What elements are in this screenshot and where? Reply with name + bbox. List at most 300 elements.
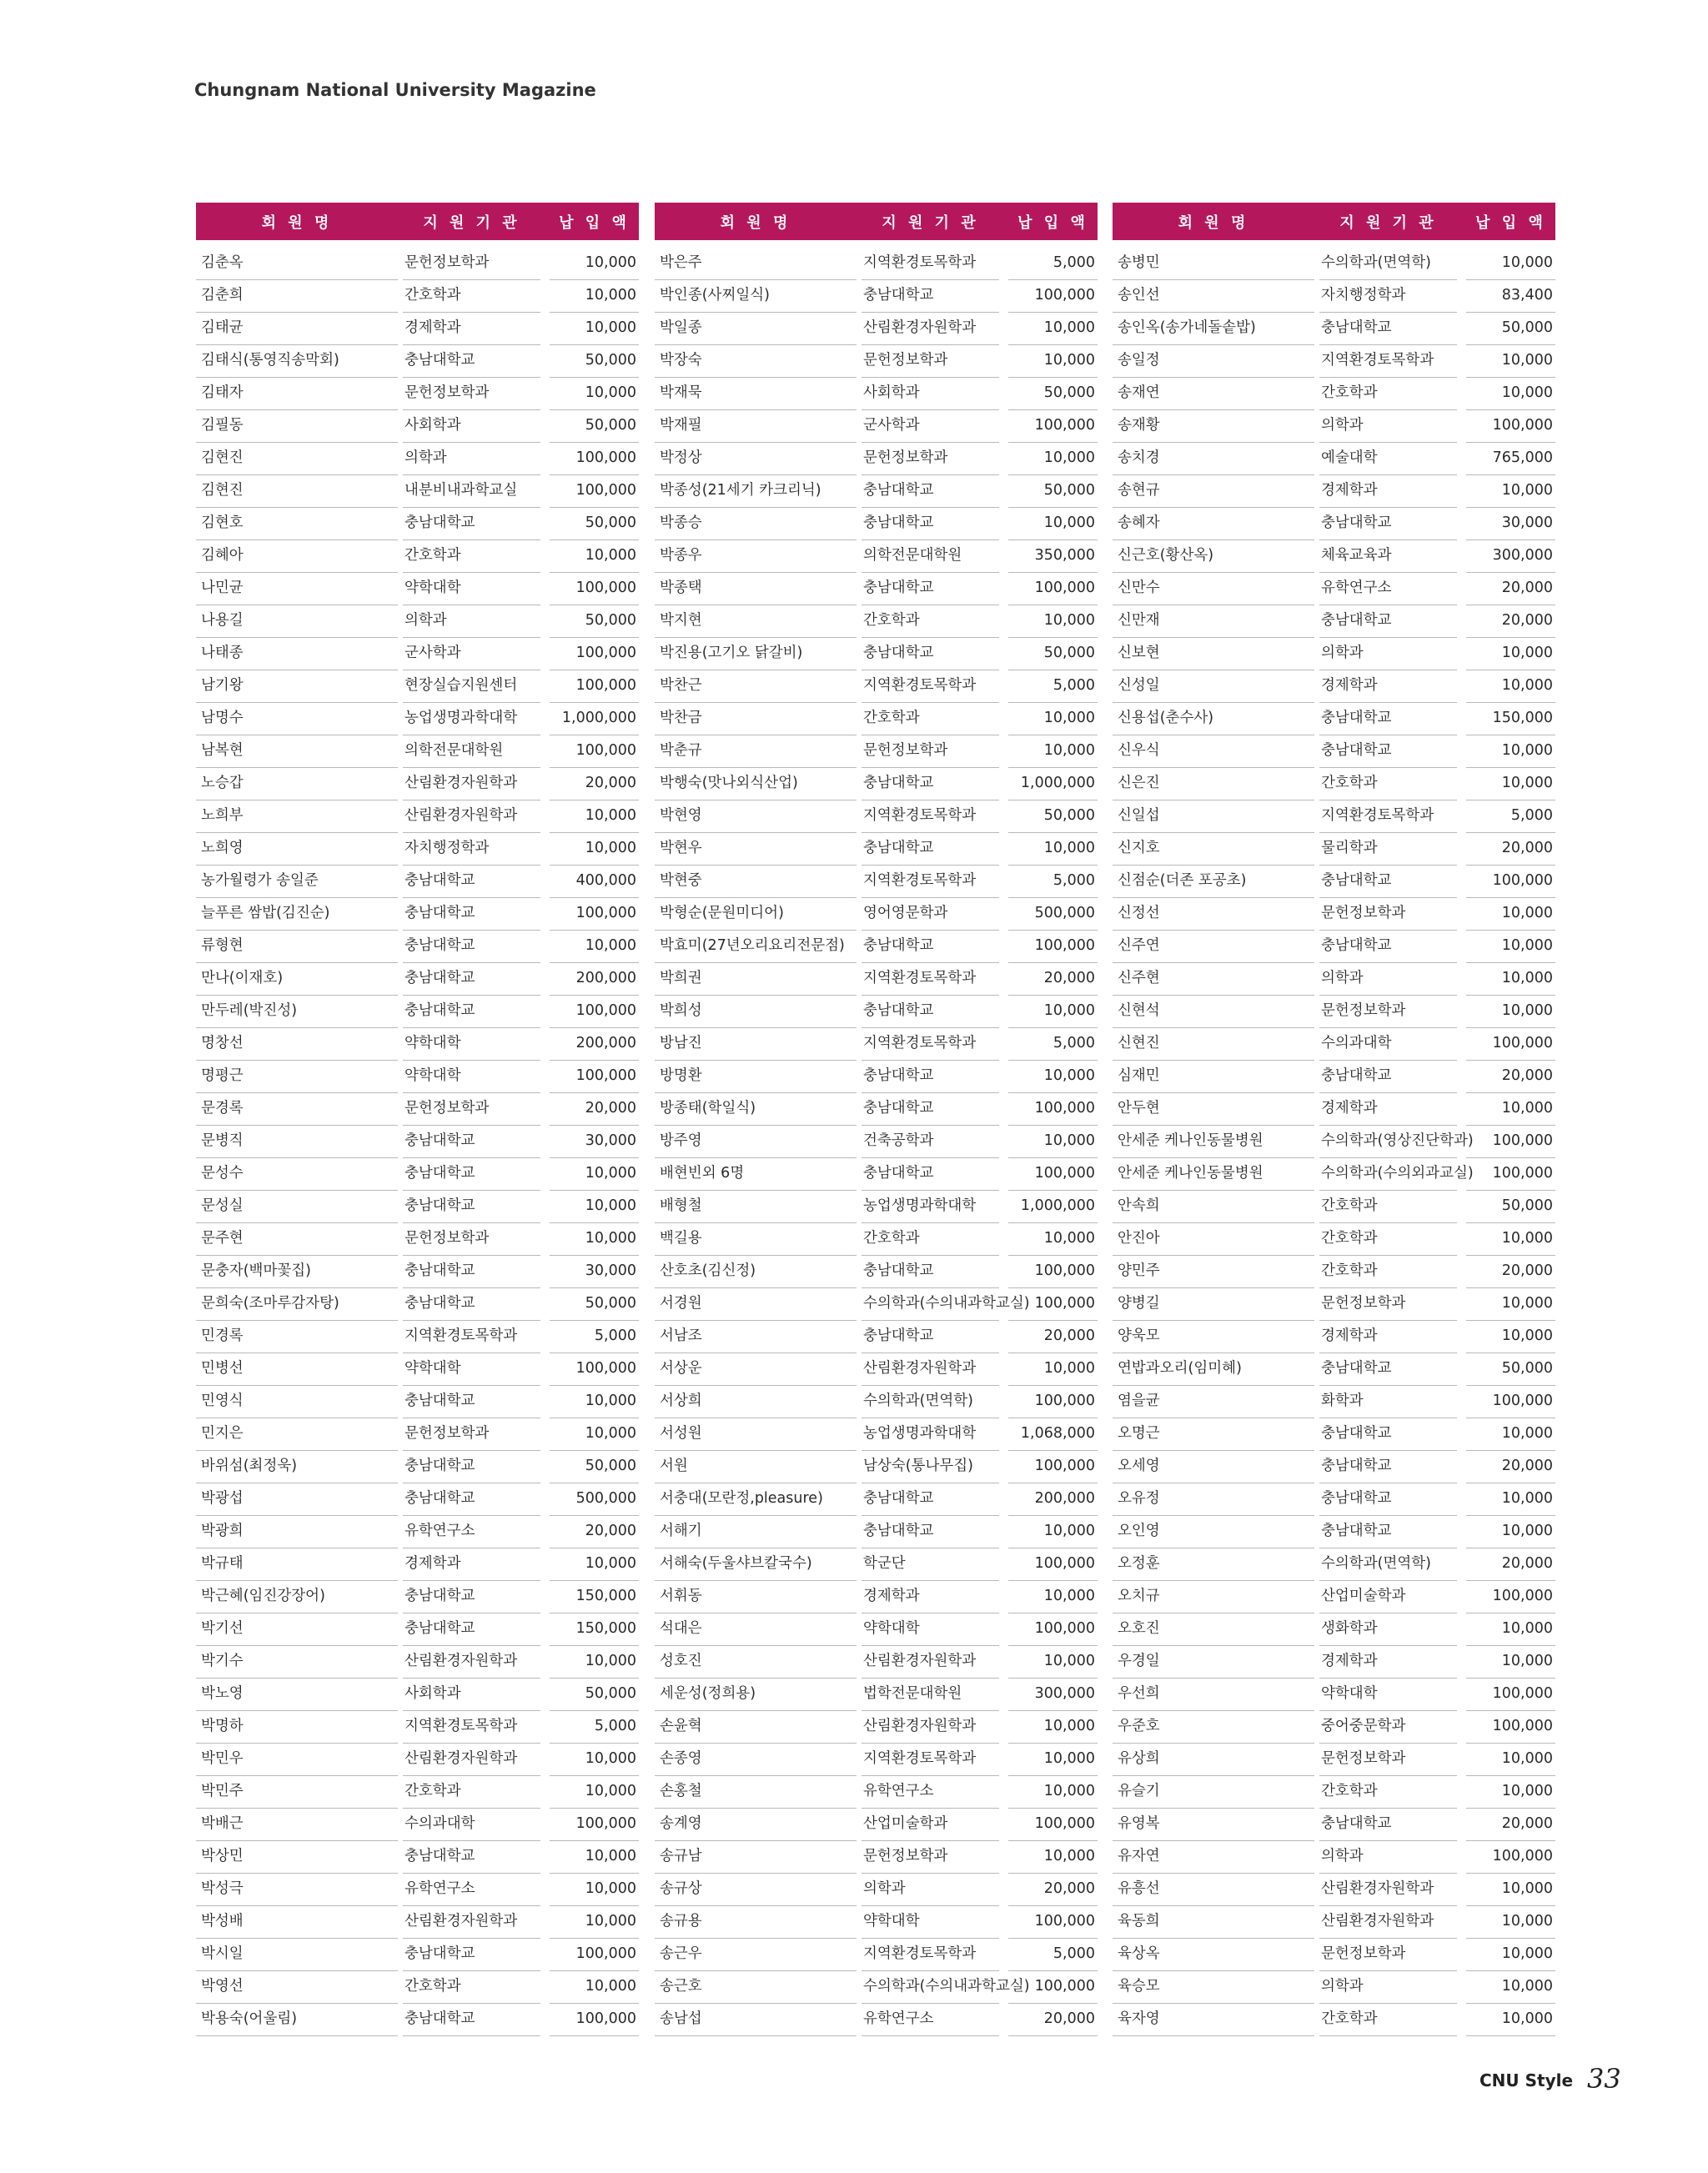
payment-amount: 50,000: [1466, 313, 1555, 345]
payment-amount: 20,000: [1008, 1321, 1098, 1353]
table-row: [196, 1223, 639, 1256]
donor-name: 문성실: [196, 1191, 398, 1223]
payment-amount: 100,000: [1466, 1386, 1555, 1418]
support-org: 경제학과: [1319, 1646, 1457, 1679]
support-org: 의학과: [1319, 1971, 1457, 2004]
table-row: [196, 1906, 639, 1939]
table-row: [1113, 1906, 1555, 1939]
support-org: 농업생명과학대학: [862, 1418, 999, 1451]
table-row: [655, 410, 1098, 443]
payment-amount: 10,000: [1008, 1711, 1098, 1744]
support-org: 수의학과(면역학): [1319, 248, 1457, 280]
donor-name: 송계영: [655, 1809, 857, 1841]
donor-name: 박현중: [655, 866, 857, 898]
support-org: 경제학과: [1319, 1321, 1457, 1353]
donor-name: 오정훈: [1113, 1548, 1314, 1581]
support-org: 충남대학교: [1319, 1483, 1457, 1516]
support-org: 충남대학교: [403, 1939, 540, 1971]
payment-amount: 10,000: [550, 1223, 639, 1256]
header-org: 지 원 기 관: [1339, 213, 1437, 232]
payment-amount: 10,000: [1466, 1646, 1555, 1679]
payment-amount: 20,000: [1466, 833, 1555, 866]
support-org: 충남대학교: [862, 768, 999, 800]
payment-amount: 10,000: [1008, 1223, 1098, 1256]
payment-amount: 300,000: [1008, 1679, 1098, 1711]
donor-name: 안세준 케나인동물병원: [1113, 1126, 1314, 1158]
support-org: 유학연구소: [403, 1874, 540, 1906]
donor-name: 신성일: [1113, 670, 1314, 703]
donor-name: 배현빈외 6명: [655, 1158, 857, 1191]
table-row: [196, 475, 639, 508]
donor-name: 손종영: [655, 1744, 857, 1776]
donor-name: 박배근: [196, 1809, 398, 1841]
table-row: [1113, 1939, 1555, 1971]
payment-amount: 50,000: [1008, 475, 1098, 508]
table-row: [196, 638, 639, 670]
donor-name: 신주현: [1113, 963, 1314, 996]
table-row: [196, 1028, 639, 1061]
table-row: [655, 735, 1098, 768]
table-row: [655, 1939, 1098, 1971]
donor-name: 육상옥: [1113, 1939, 1314, 1971]
support-org: 충남대학교: [403, 931, 540, 963]
table-row: [1113, 1223, 1555, 1256]
table-row: [655, 833, 1098, 866]
support-org: 지역환경토목학과: [862, 866, 999, 898]
table-row: [196, 248, 639, 280]
support-org: 충남대학교: [403, 1126, 540, 1158]
payment-amount: 100,000: [550, 2004, 639, 2036]
table-row: [655, 800, 1098, 833]
payment-amount: 10,000: [550, 1158, 639, 1191]
payment-amount: 10,000: [1466, 475, 1555, 508]
table-row: [1113, 1288, 1555, 1321]
support-org: 중어중문학과: [1319, 1711, 1457, 1744]
table-row: [196, 410, 639, 443]
donor-name: 방종태(학일식): [655, 1093, 857, 1126]
donor-name: 박용숙(어울림): [196, 2004, 398, 2036]
table-row: [1113, 475, 1555, 508]
donor-name: 서상희: [655, 1386, 857, 1418]
payment-amount: 10,000: [1466, 1288, 1555, 1321]
donor-name: 나민균: [196, 573, 398, 605]
table-row: [1113, 1971, 1555, 2004]
support-org: 유학연구소: [862, 2004, 999, 2036]
table-row: [1113, 378, 1555, 410]
support-org: 지역환경토목학과: [1319, 800, 1457, 833]
donor-name: 박현우: [655, 833, 857, 866]
donor-name: 늘푸른 쌈밥(김진순): [196, 898, 398, 931]
table-row: [655, 1516, 1098, 1548]
donor-name: 바위섬(최정욱): [196, 1451, 398, 1483]
table-row: [1113, 1581, 1555, 1613]
support-org: 경제학과: [1319, 475, 1457, 508]
table-row: [1113, 1841, 1555, 1874]
payment-amount: 10,000: [1466, 1613, 1555, 1646]
table-row: [655, 1483, 1098, 1516]
donor-name: 유영복: [1113, 1809, 1314, 1841]
support-org: 화학과: [1319, 1386, 1457, 1418]
donor-name: 우선희: [1113, 1679, 1314, 1711]
payment-amount: 5,000: [1008, 866, 1098, 898]
support-org: 충남대학교: [403, 2004, 540, 2036]
table-row: [655, 1061, 1098, 1093]
support-org: 충남대학교: [403, 898, 540, 931]
payment-amount: 10,000: [1466, 1874, 1555, 1906]
donor-name: 송현규: [1113, 475, 1314, 508]
table-row: [655, 1581, 1098, 1613]
support-org: 수의과대학: [403, 1809, 540, 1841]
table-row: [655, 1744, 1098, 1776]
support-org: 충남대학교: [1319, 703, 1457, 735]
support-org: 충남대학교: [862, 638, 999, 670]
support-org: 충남대학교: [862, 1158, 999, 1191]
support-org: 간호학과: [1319, 2004, 1457, 2036]
support-org: 자치행정학과: [1319, 280, 1457, 313]
header-name: 회 원 명: [1178, 213, 1249, 232]
support-org: 간호학과: [403, 540, 540, 573]
table-row: [196, 540, 639, 573]
support-org: 의학과: [403, 605, 540, 638]
payment-amount: 10,000: [1466, 1776, 1555, 1809]
donor-name: 신주연: [1113, 931, 1314, 963]
payment-amount: 10,000: [550, 1191, 639, 1223]
donor-name: 송규남: [655, 1841, 857, 1874]
payment-amount: 10,000: [1008, 996, 1098, 1028]
donor-name: 김현호: [196, 508, 398, 540]
donor-name: 우준호: [1113, 1711, 1314, 1744]
payment-amount: 200,000: [550, 1028, 639, 1061]
support-org: 충남대학교: [403, 1451, 540, 1483]
payment-amount: 765,000: [1466, 443, 1555, 475]
payment-amount: 50,000: [550, 1679, 639, 1711]
table-row: [196, 833, 639, 866]
table-row: [196, 898, 639, 931]
table-row: [1113, 1646, 1555, 1679]
payment-amount: 10,000: [1466, 768, 1555, 800]
table-row: [1113, 1353, 1555, 1386]
support-org: 문헌정보학과: [403, 378, 540, 410]
donor-name: 박노영: [196, 1679, 398, 1711]
payment-amount: 10,000: [1466, 931, 1555, 963]
payment-amount: 100,000: [1008, 1548, 1098, 1581]
payment-amount: 50,000: [550, 1288, 639, 1321]
donor-name: 세운성(정희용): [655, 1679, 857, 1711]
page-number: 33: [1587, 2063, 1621, 2095]
donor-name: 명평근: [196, 1061, 398, 1093]
donor-name: 박인종(사찌일식): [655, 280, 857, 313]
table-row: [1113, 931, 1555, 963]
donor-name: 육승모: [1113, 1971, 1314, 2004]
payment-amount: 100,000: [1008, 280, 1098, 313]
payment-amount: 5,000: [550, 1321, 639, 1353]
payment-amount: 30,000: [550, 1126, 639, 1158]
payment-amount: 50,000: [550, 605, 639, 638]
support-org: 충남대학교: [862, 1061, 999, 1093]
table-rows: [655, 248, 1098, 2036]
payment-amount: 150,000: [1466, 703, 1555, 735]
donor-name: 박현영: [655, 800, 857, 833]
support-org: 충남대학교: [1319, 1061, 1457, 1093]
support-org: 간호학과: [403, 1776, 540, 1809]
donor-name: 육동희: [1113, 1906, 1314, 1939]
payment-amount: 100,000: [550, 670, 639, 703]
payment-amount: 5,000: [1008, 1028, 1098, 1061]
payment-amount: 20,000: [1466, 1061, 1555, 1093]
payment-amount: 100,000: [550, 996, 639, 1028]
support-org: 간호학과: [862, 703, 999, 735]
table-row: [1113, 768, 1555, 800]
payment-amount: 10,000: [1466, 248, 1555, 280]
table-row: [655, 1353, 1098, 1386]
table-row: [655, 1028, 1098, 1061]
payment-amount: 10,000: [1466, 1223, 1555, 1256]
support-org: 사회학과: [403, 1679, 540, 1711]
payment-amount: 100,000: [1466, 1679, 1555, 1711]
donor-name: 박형순(문원미디어): [655, 898, 857, 931]
donor-name: 신현진: [1113, 1028, 1314, 1061]
donor-name: 서충대(모란정,pleasure): [655, 1483, 857, 1516]
support-org: 충남대학교: [1319, 1418, 1457, 1451]
donor-name: 서휘동: [655, 1581, 857, 1613]
payment-amount: 50,000: [1008, 378, 1098, 410]
table-row: [1113, 703, 1555, 735]
support-org: 학군단: [862, 1548, 999, 1581]
support-org: 충남대학교: [403, 1581, 540, 1613]
table-row: [196, 1321, 639, 1353]
donor-name: 오유정: [1113, 1483, 1314, 1516]
table-row: [1113, 1386, 1555, 1418]
payment-amount: 10,000: [1466, 1516, 1555, 1548]
donor-name: 송재연: [1113, 378, 1314, 410]
payment-amount: 100,000: [1008, 410, 1098, 443]
table-row: [196, 1874, 639, 1906]
donor-name: 박종성(21세기 카크리닉): [655, 475, 857, 508]
donor-name: 산호초(김신정): [655, 1256, 857, 1288]
donor-name: 배형철: [655, 1191, 857, 1223]
payment-amount: 100,000: [550, 1939, 639, 1971]
table-row: [1113, 1451, 1555, 1483]
table-row: [655, 1906, 1098, 1939]
payment-amount: 100,000: [1466, 1028, 1555, 1061]
support-org: 충남대학교: [1319, 931, 1457, 963]
support-org: 문헌정보학과: [403, 1093, 540, 1126]
donor-name: 농가월령가 송일준: [196, 866, 398, 898]
donor-name: 박종승: [655, 508, 857, 540]
table-row: [655, 475, 1098, 508]
support-org: 충남대학교: [403, 1158, 540, 1191]
support-org: 충남대학교: [1319, 313, 1457, 345]
support-org: 농업생명과학대학: [403, 703, 540, 735]
donor-name: 송규용: [655, 1906, 857, 1939]
donor-name: 서해기: [655, 1516, 857, 1548]
support-org: 문헌정보학과: [1319, 898, 1457, 931]
donor-name: 서성원: [655, 1418, 857, 1451]
table-row: [196, 1939, 639, 1971]
payment-amount: 500,000: [1008, 898, 1098, 931]
support-org: 지역환경토목학과: [862, 670, 999, 703]
donor-name: 박행숙(맛나외식산업): [655, 768, 857, 800]
payment-amount: 10,000: [1008, 313, 1098, 345]
table-row: [655, 1223, 1098, 1256]
table-row: [1113, 1061, 1555, 1093]
donor-name: 박상민: [196, 1841, 398, 1874]
donor-name: 심재민: [1113, 1061, 1314, 1093]
donor-name: 신우식: [1113, 735, 1314, 768]
table-row: [1113, 280, 1555, 313]
table-row: [655, 670, 1098, 703]
support-org: 충남대학교: [862, 1093, 999, 1126]
table-row: [196, 1581, 639, 1613]
table-row: [1113, 1483, 1555, 1516]
donor-name: 박근혜(임진강장어): [196, 1581, 398, 1613]
table-row: [196, 1191, 639, 1223]
donor-name: 김태균: [196, 313, 398, 345]
payment-amount: 5,000: [1466, 800, 1555, 833]
support-org: 문헌정보학과: [1319, 996, 1457, 1028]
payment-amount: 200,000: [1008, 1483, 1098, 1516]
payment-amount: 100,000: [1008, 1093, 1098, 1126]
donor-name: 남기왕: [196, 670, 398, 703]
donor-name: 김태자: [196, 378, 398, 410]
payment-amount: 20,000: [1466, 1809, 1555, 1841]
support-org: 약학대학: [403, 1061, 540, 1093]
donor-name: 송남섭: [655, 2004, 857, 2036]
table-row: [196, 280, 639, 313]
donor-name: 박성배: [196, 1906, 398, 1939]
table-row: [655, 898, 1098, 931]
payment-amount: 20,000: [1466, 1451, 1555, 1483]
support-org: 지역환경토목학과: [862, 1744, 999, 1776]
table-row: [655, 866, 1098, 898]
table-row: [655, 1126, 1098, 1158]
payment-amount: 10,000: [550, 1386, 639, 1418]
support-org: 문헌정보학과: [1319, 1288, 1457, 1321]
payment-amount: 10,000: [1008, 1126, 1098, 1158]
support-org: 충남대학교: [1319, 866, 1457, 898]
table-row: [196, 443, 639, 475]
payment-amount: 100,000: [1466, 1158, 1555, 1191]
donor-name: 유자연: [1113, 1841, 1314, 1874]
support-org: 남상숙(통나무집): [862, 1451, 999, 1483]
donor-name: 박지현: [655, 605, 857, 638]
support-org: 충남대학교: [862, 280, 999, 313]
payment-amount: 10,000: [1466, 378, 1555, 410]
donor-name: 노희부: [196, 800, 398, 833]
table-row: [196, 1288, 639, 1321]
table-row: [1113, 605, 1555, 638]
support-org: 약학대학: [1319, 1679, 1457, 1711]
table-row: [655, 638, 1098, 670]
donor-name: 김춘옥: [196, 248, 398, 280]
donor-name: 양욱모: [1113, 1321, 1314, 1353]
support-org: 문헌정보학과: [403, 1223, 540, 1256]
donor-name: 박재필: [655, 410, 857, 443]
table-row: [196, 1971, 639, 2004]
table-row: [196, 800, 639, 833]
support-org: 문헌정보학과: [862, 1841, 999, 1874]
table-row: [1113, 898, 1555, 931]
table-row: [1113, 443, 1555, 475]
donor-name: 남명수: [196, 703, 398, 735]
table-row: [196, 313, 639, 345]
donor-name: 박재묵: [655, 378, 857, 410]
table-row: [196, 703, 639, 735]
donor-name: 신점순(더존 포공초): [1113, 866, 1314, 898]
donor-name: 박진용(고기오 닭갈비): [655, 638, 857, 670]
donor-name: 박춘규: [655, 735, 857, 768]
donor-name: 유슬기: [1113, 1776, 1314, 1809]
donor-name: 노승갑: [196, 768, 398, 800]
payment-amount: 100,000: [550, 443, 639, 475]
table-row: [655, 605, 1098, 638]
payment-amount: 10,000: [1008, 1744, 1098, 1776]
donor-name: 박명하: [196, 1711, 398, 1744]
table-row: [1113, 996, 1555, 1028]
table-row: [655, 345, 1098, 378]
support-org: 간호학과: [403, 1971, 540, 2004]
support-org: 산림환경자원학과: [403, 1744, 540, 1776]
support-org: 지역환경토목학과: [403, 1321, 540, 1353]
table-row: [196, 996, 639, 1028]
donor-name: 신일섭: [1113, 800, 1314, 833]
donor-name: 송인옥(송가네돌솥밥): [1113, 313, 1314, 345]
table-row: [1113, 1711, 1555, 1744]
payment-amount: 100,000: [550, 573, 639, 605]
table-row: [196, 1646, 639, 1679]
table-row: [655, 1809, 1098, 1841]
table-row: [196, 768, 639, 800]
donor-name: 민경록: [196, 1321, 398, 1353]
support-org: 문헌정보학과: [862, 735, 999, 768]
table-row: [655, 1646, 1098, 1679]
payment-amount: 10,000: [1466, 345, 1555, 378]
table-row: [1113, 866, 1555, 898]
donor-name: 명창선: [196, 1028, 398, 1061]
table-row: [196, 1613, 639, 1646]
table-row: [196, 670, 639, 703]
support-org: 영어영문학과: [862, 898, 999, 931]
support-org: 충남대학교: [1319, 735, 1457, 768]
table-row: [655, 1841, 1098, 1874]
table-row: [196, 573, 639, 605]
payment-amount: 100,000: [1008, 1613, 1098, 1646]
support-org: 산업미술학과: [862, 1809, 999, 1841]
table-header: [1113, 203, 1555, 240]
payment-amount: 500,000: [550, 1483, 639, 1516]
table-row: [1113, 540, 1555, 573]
table-row: [196, 605, 639, 638]
payment-amount: 100,000: [1008, 1158, 1098, 1191]
support-org: 산업미술학과: [1319, 1581, 1457, 1613]
support-org: 간호학과: [1319, 1776, 1457, 1809]
payment-amount: 100,000: [1466, 1581, 1555, 1613]
donor-name: 김필동: [196, 410, 398, 443]
payment-amount: 10,000: [550, 800, 639, 833]
payment-amount: 10,000: [1008, 1516, 1098, 1548]
donor-name: 연밥과오리(임미혜): [1113, 1353, 1314, 1386]
donor-name: 서남조: [655, 1321, 857, 1353]
table-row: [655, 1613, 1098, 1646]
donor-name: 오호진: [1113, 1613, 1314, 1646]
payment-amount: 10,000: [1466, 1321, 1555, 1353]
donor-name: 양민주: [1113, 1256, 1314, 1288]
donor-name: 양병길: [1113, 1288, 1314, 1321]
support-org: 의학과: [1319, 963, 1457, 996]
support-org: 경제학과: [1319, 670, 1457, 703]
payment-amount: 1,000,000: [1008, 1191, 1098, 1223]
payment-amount: 100,000: [1008, 1386, 1098, 1418]
